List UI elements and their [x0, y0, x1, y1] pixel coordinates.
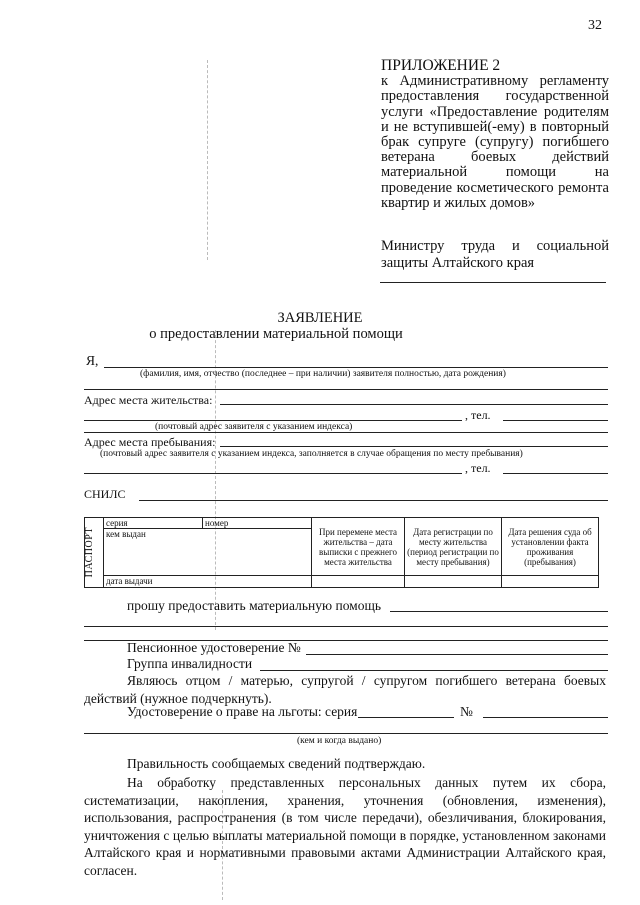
passport-move-text: При перемене места жительства – дата выписки с прежнего места жительства	[318, 526, 398, 567]
benefit-issuer-field[interactable]	[84, 733, 608, 734]
benefit-number-field[interactable]	[483, 717, 608, 718]
residence-address-field[interactable]	[220, 404, 608, 405]
applicant-name-field[interactable]	[104, 367, 608, 368]
confirm-text: Правильность сообщаемых сведений подтверждаю.	[127, 756, 426, 771]
passport-series-label: серия	[106, 518, 128, 528]
request-text: прошу предоставить материальную помощь	[127, 598, 382, 613]
passport-reg-value[interactable]	[405, 576, 502, 588]
page-number: 32	[588, 18, 602, 33]
request-field[interactable]	[390, 611, 608, 612]
passport-number-label: номер	[205, 518, 229, 528]
stay-phone-label: , тел.	[465, 461, 491, 475]
passport-move-value[interactable]	[312, 576, 405, 588]
passport-court-text: Дата решения суда об установлении факта проживания (пребывания)	[508, 526, 592, 567]
scan-artifact-line	[207, 60, 208, 260]
passport-issued-by-label: кем выдан	[106, 529, 146, 539]
recipient-line[interactable]	[380, 282, 606, 283]
residence-address-field-2[interactable]	[84, 420, 462, 421]
benefit-number-label: №	[460, 704, 473, 719]
stay-address-field-2[interactable]	[84, 473, 462, 474]
relation-text: Являюсь отцом / матерью, супругой / супругом погибшего ветерана боевых действий (нужное подчеркнуть).	[84, 673, 606, 706]
snils-label: СНИЛС	[84, 487, 126, 501]
benefit-label: Удостоверение о праве на льготы: серия	[127, 704, 358, 719]
passport-reg-text: Дата регистрации по месту жительства (период регистрации по месту пребывания)	[407, 526, 499, 567]
pension-label: Пенсионное удостоверение №	[127, 640, 301, 655]
applicant-prefix: Я,	[86, 353, 99, 368]
benefit-hint: (кем и когда выдано)	[297, 736, 382, 746]
consent-text: На обработку представленных персональных данных путем их сбора, систематизации, накопления, хранения, уточнения (обновления, изменения), использования, распространения (в том числе передачи), обезличивания, блокирования, уничтожения с целью выплаты материальной помощи в порядке, установленном законами Алтайского края и нормативными правовыми актами Администрации Алтайского края, согласен.	[84, 775, 606, 878]
appendix-title: ПРИЛОЖЕНИЕ 2	[381, 57, 501, 74]
document-subtitle: о предоставлении материальной помощи	[149, 326, 403, 342]
passport-issue-date-label: дата выдачи	[106, 576, 153, 586]
recipient: Министру труда и социальной защиты Алтайского края	[381, 238, 609, 271]
passport-series-cell[interactable]	[104, 518, 203, 529]
stay-phone-field[interactable]	[503, 473, 608, 474]
residence-hint: (почтовый адрес заявителя с указанием индекса)	[155, 422, 353, 432]
request-field-2[interactable]	[84, 626, 608, 627]
residence-phone-label: , тел.	[465, 408, 491, 422]
passport-table	[84, 517, 599, 588]
passport-number-cell[interactable]	[203, 518, 312, 529]
appendix-block	[381, 58, 609, 211]
document-title: ЗАЯВЛЕНИЕ	[277, 310, 363, 326]
stay-hint: (почтовый адрес заявителя с указанием индекса, заполняется в случае обращения по месту пребывания)	[100, 449, 523, 459]
passport-issue-date-cell[interactable]	[104, 576, 312, 588]
benefit-series-field[interactable]	[358, 717, 454, 718]
residence-extra-line[interactable]	[84, 432, 608, 433]
stay-address-field[interactable]	[220, 446, 608, 447]
stay-label: Адрес места пребывания:	[84, 435, 216, 449]
passport-side-cell	[85, 518, 104, 588]
passport-reg-header	[405, 518, 502, 576]
residence-phone-field[interactable]	[503, 420, 608, 421]
residence-label: Адрес места жительства:	[84, 393, 213, 407]
pension-field[interactable]	[306, 654, 608, 655]
disability-field[interactable]	[260, 670, 608, 671]
passport-court-header	[502, 518, 599, 576]
appendix-body: к Административному регламенту предоставления государственной услуги «Предоставление родителям и не вступившей(-ему) в повторный брак супруге (супругу) погибшего ветерана боевых действий материальной помощи на проведение косметического ремонта квартир и жилых домов»	[381, 73, 609, 211]
applicant-extra-line[interactable]	[84, 389, 608, 390]
passport-side-label: ПАСПОРТ	[84, 527, 95, 578]
passport-court-value[interactable]	[502, 576, 599, 588]
applicant-hint: (фамилия, имя, отчество (последнее – при наличии) заявителя полностью, дата рождения)	[140, 369, 506, 379]
passport-move-header	[312, 518, 405, 576]
snils-field[interactable]	[139, 500, 608, 501]
passport-issued-by-cell[interactable]	[104, 529, 312, 576]
disability-label: Группа инвалидности	[127, 656, 253, 671]
